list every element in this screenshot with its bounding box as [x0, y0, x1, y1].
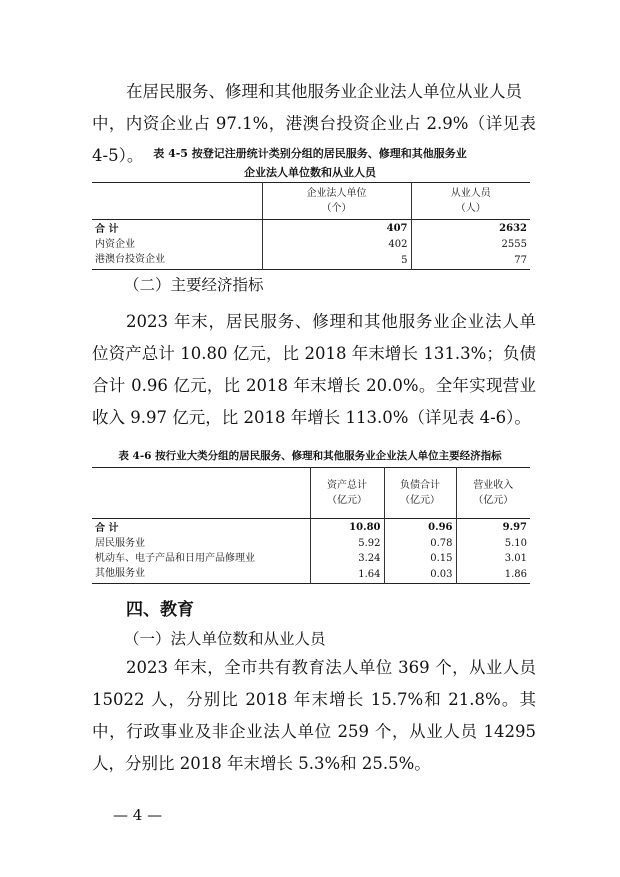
intro-line1: 在居民服务、修理和其他服务业企业法人单位从业人员 — [126, 82, 522, 101]
table-row: 港澳台投资企业 5 77 — [92, 252, 530, 270]
table-row: 合 计 10.80 0.96 9.97 — [92, 519, 530, 537]
table-row: 机动车、电子产品和日用产品修理业 3.24 0.15 3.01 — [92, 551, 530, 566]
table-row: 内资企业 402 2555 — [92, 237, 530, 252]
table-4-6 — [92, 467, 530, 584]
table45-col-units-header: 企业法人单位 （个） — [262, 183, 411, 220]
table46-header-row — [92, 468, 530, 519]
table45-col-employees-header: 从业人员 （人） — [411, 183, 530, 220]
table45-caption-line2: 企业法人单位数和从业人员 — [244, 166, 376, 179]
table46-col-liabilities-header: 负债合计 （亿元） — [384, 468, 456, 519]
table46-col-assets-header: 资产总计 （亿元） — [310, 468, 384, 519]
economic-paragraph: 2023 年末，居民服务、修理和其他服务业企业法人单位资产总计 10.80 亿元，比 2018 年末增长 131.3%；负债合计 0.96 亿元，比 2018 年末增长 20.0%。全年实现营业收入 9.97 亿元，比 2018 年增长 113.0%（详见表 4-6）。 — [92, 312, 536, 427]
section-units-heading: （一）法人单位数和从业人员 — [124, 630, 326, 648]
section-economic-heading: （二）主要经济指标 — [124, 276, 264, 294]
table-4-5 — [92, 182, 530, 270]
table-row: 居民服务业 5.92 0.78 5.10 — [92, 536, 530, 551]
table-row: 其他服务业 1.64 0.03 1.86 — [92, 566, 530, 584]
intro-line2: 中，内资企业占 97.1%，港澳台投资企业占 2.9%（详见表 4-5）。 — [92, 114, 536, 165]
table46-caption: 表 4-6 按行业大类分组的居民服务、修理和其他服务业企业法人单位主要经济指标 — [118, 450, 502, 462]
chapter-education-heading: 四、教育 — [126, 600, 194, 620]
table45-header-row — [92, 183, 530, 220]
page-number: — 4 — — [113, 806, 163, 824]
education-paragraph: 2023 年末，全市共有教育法人单位 369 个，从业人员 15022 人，分别比 2018 年末增长 15.7%和 21.8%。其中，行政事业及非企业法人单位 259 个，从业人员 14295 人，分别比 2018 年末增长 5.3%和 25.5%。 — [92, 658, 536, 773]
table46-col-revenue-header: 营业收入 （亿元） — [456, 468, 530, 519]
table45-caption-line1: 表 4-5 按登记注册统计类别分组的居民服务、修理和其他服务业 — [153, 147, 467, 160]
table-row: 合 计 407 2632 — [92, 220, 530, 238]
